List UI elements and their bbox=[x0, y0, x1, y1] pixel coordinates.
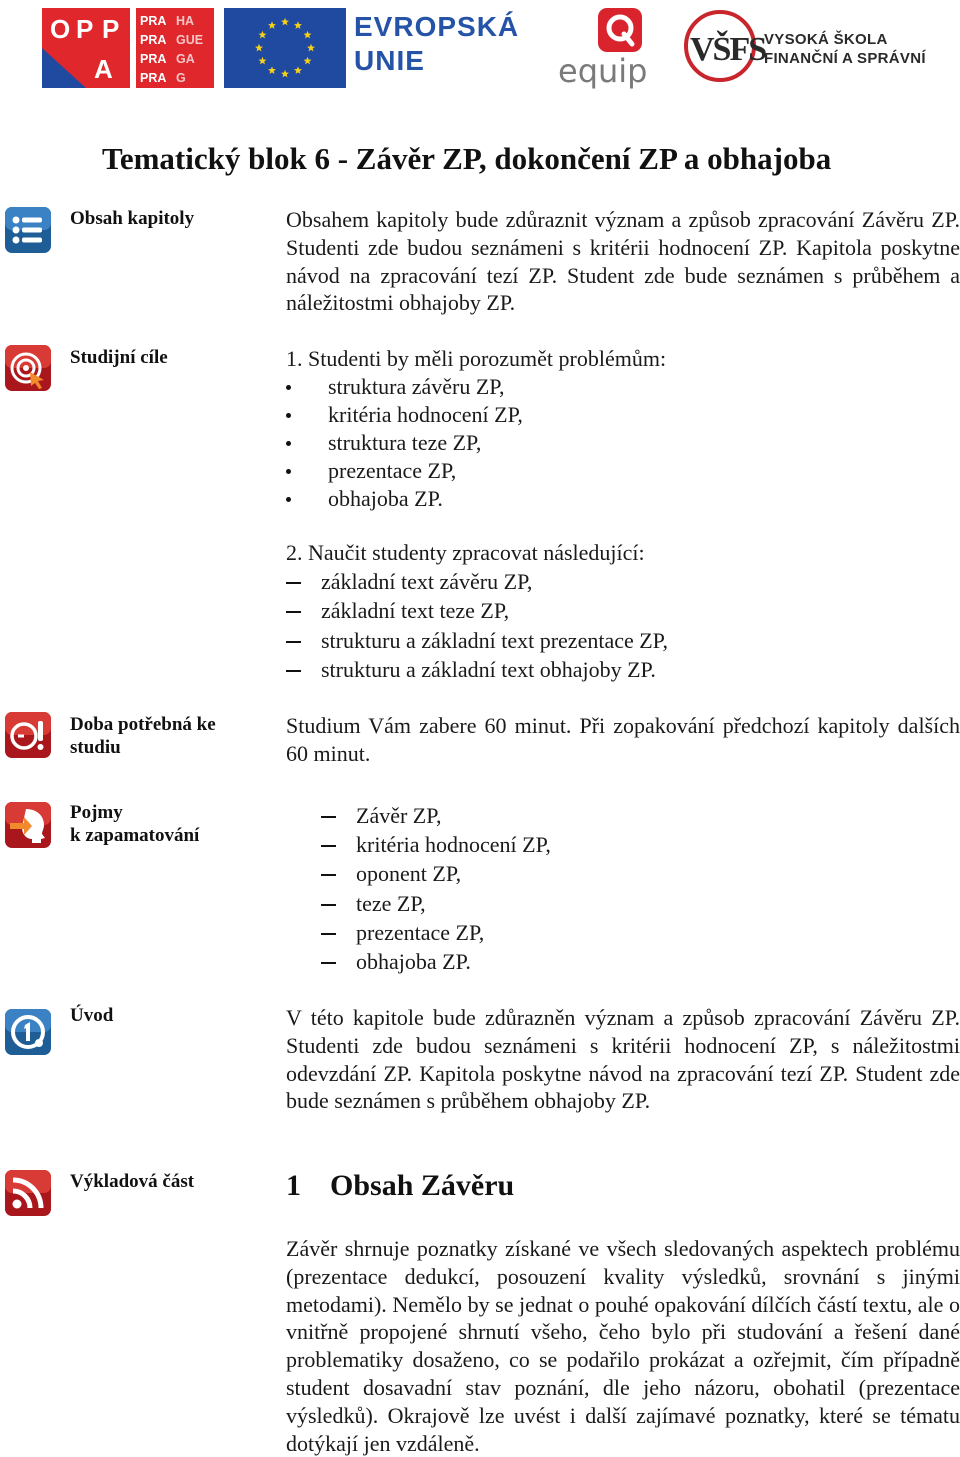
label-line: k zapamatování bbox=[70, 825, 200, 846]
opp-letter: A bbox=[94, 54, 113, 84]
dash-marker bbox=[286, 611, 301, 613]
label-vykladova-cast: Výkladová část bbox=[70, 1171, 195, 1192]
term-item: prezentace ZP, bbox=[356, 920, 485, 945]
bullet-dot bbox=[286, 413, 291, 418]
opp-row-left: PRA bbox=[140, 33, 167, 47]
goal-item: obhajoba ZP. bbox=[328, 486, 443, 511]
dash-marker bbox=[321, 933, 336, 935]
head-arrow-icon bbox=[4, 801, 52, 849]
opp-row-right: HA bbox=[176, 14, 195, 28]
clock-alert-icon bbox=[4, 711, 52, 759]
goals-intro-1: 1. Studenti by měli porozumět problémům: bbox=[286, 346, 667, 371]
eu-line2: UNIE bbox=[354, 45, 425, 76]
vyklad-text: Závěr shrnuje poznatky získané ve všech sledovaných aspektech problému (prezentace dedukcí, posouzení kvality výsledků, srovnání s jinými metodami). Nemělo by se jednat o pouhé opakování dílčích částí textu, ale o vnitřně propojené shrnutí všeho, čeho bylo při studování a řešení dané problematiky dosaženo, co se podařilo prokázat a ozřejmit, čím případně student dosavadní stav poznání, dle jeho názoru, obohatil (prezentace výsledků). Okrajově lze uvést i další zajímavé poznatky, které se tématu dotýkají jen vzdáleně. bbox=[286, 1236, 960, 1456]
label-line: Doba potřebná ke bbox=[70, 714, 216, 735]
bullet-dot bbox=[286, 497, 291, 502]
opp-letter: P bbox=[102, 14, 120, 44]
target-icon bbox=[4, 344, 52, 392]
equip-text: equip bbox=[558, 52, 648, 90]
term-item: oponent ZP, bbox=[356, 861, 462, 886]
opp-letter: P bbox=[76, 14, 94, 44]
vsfs-line2: FINANČNÍ A SPRÁVNÍ bbox=[764, 50, 926, 67]
vsfs-line1: VYSOKÁ ŠKOLA bbox=[764, 31, 888, 48]
list-icon bbox=[4, 206, 52, 254]
term-item: obhajoba ZP. bbox=[356, 949, 471, 974]
eu-line1: EVROPSKÁ bbox=[354, 11, 520, 42]
dash-marker bbox=[286, 641, 301, 643]
dash-marker bbox=[321, 874, 336, 876]
dash-marker bbox=[321, 845, 336, 847]
dash-marker bbox=[321, 962, 336, 964]
opp-row-right: GUE bbox=[176, 33, 204, 47]
goal-item: prezentace ZP, bbox=[328, 458, 457, 483]
label-obsah-kapitoly: Obsah kapitoly bbox=[70, 208, 195, 229]
info-one-icon bbox=[4, 1008, 52, 1056]
eu-wordmark bbox=[354, 10, 519, 78]
skill-item: základní text závěru ZP, bbox=[321, 569, 533, 594]
page-title: Tematický blok 6 - Závěr ZP, dokončení ZP a obhajoba bbox=[102, 141, 832, 176]
term-item: kritéria hodnocení ZP, bbox=[356, 832, 551, 857]
bullet-dot bbox=[286, 441, 291, 446]
goals-intro-2: 2. Naučit studenty zpracovat následující: bbox=[286, 540, 645, 565]
dash-marker bbox=[321, 816, 336, 818]
rss-icon bbox=[4, 1169, 52, 1217]
goal-item: struktura závěru ZP, bbox=[328, 374, 505, 399]
opp-row-right: GA bbox=[176, 52, 195, 66]
opp-row-left: PRA bbox=[140, 71, 167, 85]
label-pojmy bbox=[70, 801, 250, 847]
opp-praha-logo bbox=[42, 8, 214, 88]
label-doba bbox=[70, 713, 250, 759]
vsfs-logo bbox=[682, 8, 772, 84]
dash-marker bbox=[286, 670, 301, 672]
vsfs-mark: VŠFS bbox=[690, 31, 766, 68]
doba-text: Studium Vám zabere 60 minut. Při zopakování předchozí kapitoly dalších 60 minut. bbox=[286, 713, 960, 766]
uvod-text: V této kapitole bude zdůrazněn význam a způsob zpracování Závěru ZP. Studenti zde budou seznámeni s kritérii hodnocení ZP, s náležitostmi odevzdání ZP. Kapitola poskytne návod na zpracování tezí ZP. Student zde bude seznámen s průběhem obhajoby ZP. bbox=[286, 1005, 960, 1114]
goal-item: kritéria hodnocení ZP, bbox=[328, 402, 523, 427]
term-item: teze ZP, bbox=[356, 891, 426, 916]
equip-logo bbox=[556, 6, 656, 90]
label-line: studiu bbox=[70, 737, 121, 758]
goal-item: struktura teze ZP, bbox=[328, 430, 482, 455]
label-line: Pojmy bbox=[70, 802, 123, 823]
bullet-dot bbox=[286, 469, 291, 474]
opp-row-left: PRA bbox=[140, 52, 167, 66]
opp-row-right: G bbox=[176, 71, 186, 85]
dash-marker bbox=[321, 904, 336, 906]
dash-marker bbox=[286, 582, 301, 584]
section-number: 1 bbox=[286, 1169, 301, 1202]
section-heading bbox=[286, 1169, 514, 1203]
term-item: Závěr ZP, bbox=[356, 803, 442, 828]
eu-flag-icon bbox=[224, 8, 346, 88]
opp-letter: O bbox=[50, 14, 71, 44]
label-uvod: Úvod bbox=[70, 1005, 114, 1026]
section-heading-text: Obsah Závěru bbox=[330, 1169, 515, 1202]
skill-item: strukturu a základní text prezentace ZP, bbox=[321, 628, 668, 653]
skill-item: základní text teze ZP, bbox=[321, 598, 510, 623]
vsfs-wordmark bbox=[764, 30, 926, 68]
label-studijni-cile: Studijní cíle bbox=[70, 347, 168, 368]
header-logos bbox=[0, 0, 960, 95]
skill-item: strukturu a základní text obhajoby ZP. bbox=[321, 657, 656, 682]
bullet-dot bbox=[286, 385, 291, 390]
obsah-kapitoly-text: Obsahem kapitoly bude zdůraznit význam a způsob zpracování Závěru ZP. Studenti zde budou seznámeni s kritérii hodnocení ZP. Kapitola poskytne návod na zpracování tezí ZP. Student zde bude seznámen s průběhem a náležitostmi obhajoby ZP. bbox=[286, 207, 960, 316]
opp-row-left: PRA bbox=[140, 14, 167, 28]
